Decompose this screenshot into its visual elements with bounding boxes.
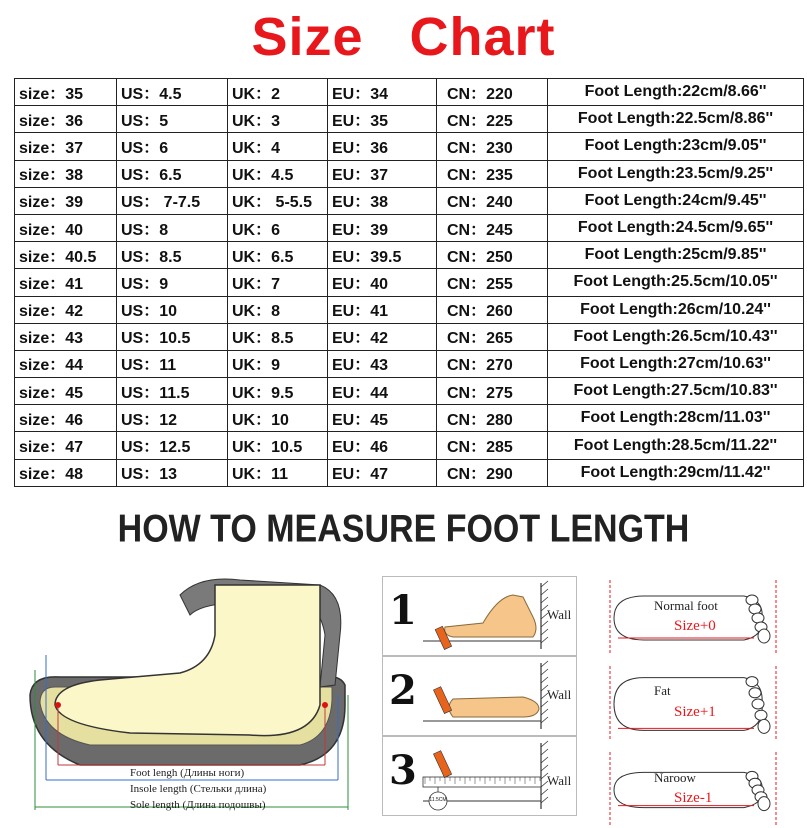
title-word-chart: Chart [409,7,556,67]
us-cell: US：9 [117,269,228,296]
table-row [15,242,804,269]
foot-outline [604,576,786,656]
table-row [15,378,804,405]
eu-cell: EU：41 [328,296,437,323]
foot-length-cell: Foot Length:25cm/9.85'' [548,242,804,269]
eu-cell: EU：34 [328,79,437,106]
uk-cell: UK：8 [228,296,328,323]
uk-cell: UK：2 [228,79,328,106]
us-cell: US： 7-7.5 [117,187,228,214]
size-cell: size：35 [15,79,117,106]
table-row [15,79,804,106]
foot-length-cell: Foot Length:28cm/11.03'' [548,405,804,432]
us-cell: US：8 [117,214,228,241]
size-cell: size：37 [15,133,117,160]
size-cell: size：40.5 [15,242,117,269]
foot-length-cell: Foot Length:25.5cm/10.05'' [548,269,804,296]
foot-length-cell: Foot Length:23.5cm/9.25'' [548,160,804,187]
uk-cell: UK：11 [228,459,328,486]
shoe-drawing [0,575,372,818]
foot-length-cell: Foot Length:27.5cm/10.83'' [548,378,804,405]
us-cell: US：12 [117,405,228,432]
size-cell: size：44 [15,350,117,377]
step-number: 1 [389,587,417,634]
size-cell: size：47 [15,432,117,459]
cn-cell: CN：255 [437,269,548,296]
table-row [15,405,804,432]
ruler-mark-label: 11.5CM [429,797,447,803]
wall-label: Wall [547,773,572,788]
foot-length-label: Foot lengh (Длины ноги) [130,767,245,779]
foot-length-cell: Foot Length:24cm/9.45'' [548,187,804,214]
us-cell: US：6 [117,133,228,160]
cn-cell: CN：285 [437,432,548,459]
uk-cell: UK：8.5 [228,323,328,350]
foot-length-cell: Foot Length:26cm/10.24'' [548,296,804,323]
uk-cell: UK：3 [228,106,328,133]
foot-type-1 [604,662,786,742]
uk-cell: UK：6 [228,214,328,241]
table-row [15,296,804,323]
size-cell: size：48 [15,459,117,486]
foot-length-cell: Foot Length:24.5cm/9.65'' [548,214,804,241]
foot-outline [604,662,786,742]
table-row [15,459,804,486]
us-cell: US：8.5 [117,242,228,269]
foot-length-cell: Foot Length:29cm/11.42'' [548,459,804,486]
size-cell: size：41 [15,269,117,296]
cn-cell: CN：220 [437,79,548,106]
cn-cell: CN：260 [437,296,548,323]
eu-cell: EU：35 [328,106,437,133]
table-row [15,214,804,241]
size-cell: size：45 [15,378,117,405]
shoe-illustration [0,575,372,818]
foot-length-cell: Foot Length:27cm/10.63'' [548,350,804,377]
us-cell: US：13 [117,459,228,486]
uk-cell: UK：7 [228,269,328,296]
table-row [15,160,804,187]
foot-length-cell: Foot Length:22cm/8.66'' [548,79,804,106]
step-2 [382,656,577,736]
size-cell: size：43 [15,323,117,350]
table-row [15,106,804,133]
foot-type-name: Fat [654,682,671,698]
cn-cell: CN：245 [437,214,548,241]
foot-type-size: Size+1 [674,704,716,720]
foot-length-cell: Foot Length:22.5cm/8.86'' [548,106,804,133]
cn-cell: CN：270 [437,350,548,377]
foot-type-name: Naroow [654,770,696,786]
size-table [14,78,804,487]
eu-cell: EU：38 [328,187,437,214]
step-number: 2 [389,667,417,714]
us-cell: US：11 [117,350,228,377]
uk-cell: UK：10.5 [228,432,328,459]
step-3 [382,736,577,816]
eu-cell: EU：36 [328,133,437,160]
uk-cell: UK： 5-5.5 [228,187,328,214]
table-row [15,432,804,459]
eu-cell: EU：46 [328,432,437,459]
us-cell: US：5 [117,106,228,133]
foot-length-cell: Foot Length:28.5cm/11.22'' [548,432,804,459]
table-row [15,269,804,296]
size-cell: size：36 [15,106,117,133]
size-cell: size：46 [15,405,117,432]
cn-cell: CN：235 [437,160,548,187]
cn-cell: CN：280 [437,405,548,432]
title-word-size: Size [251,7,364,67]
step-number: 3 [389,747,417,794]
cn-cell: CN：250 [437,242,548,269]
foot-type-2 [604,748,786,828]
table-row [15,133,804,160]
cn-cell: CN：225 [437,106,548,133]
size-cell: size：39 [15,187,117,214]
foot-type-size: Size-1 [674,790,713,806]
uk-cell: UK：9.5 [228,378,328,405]
foot-type-name: Normal foot [654,597,718,613]
cn-cell: CN：240 [437,187,548,214]
uk-cell: UK：4 [228,133,328,160]
insole-length-label: Insole length (Стельки длина) [130,783,267,795]
us-cell: US：6.5 [117,160,228,187]
eu-cell: EU：45 [328,405,437,432]
eu-cell: EU：43 [328,350,437,377]
table-row [15,323,804,350]
uk-cell: UK：4.5 [228,160,328,187]
table-row [15,350,804,377]
how-to-measure-heading: HOW TO MEASURE FOOT LENGTH [117,507,690,551]
table-row [15,187,804,214]
cn-cell: CN：265 [437,323,548,350]
sole-length-label: Sole length (Длина подошвы) [130,799,266,811]
uk-cell: UK：9 [228,350,328,377]
eu-cell: EU：39 [328,214,437,241]
eu-cell: EU：37 [328,160,437,187]
foot-length-cell: Foot Length:23cm/9.05'' [548,133,804,160]
size-cell: size：42 [15,296,117,323]
eu-cell: EU：40 [328,269,437,296]
us-cell: US：10 [117,296,228,323]
foot-outline [604,748,786,828]
foot-type-size: Size+0 [674,618,716,634]
uk-cell: UK：10 [228,405,328,432]
cn-cell: CN：275 [437,378,548,405]
eu-cell: EU：44 [328,378,437,405]
us-cell: US：4.5 [117,79,228,106]
eu-cell: EU：47 [328,459,437,486]
size-cell: size：40 [15,214,117,241]
foot-length-cell: Foot Length:26.5cm/10.43'' [548,323,804,350]
eu-cell: EU：42 [328,323,437,350]
cn-cell: CN：230 [437,133,548,160]
step-1 [382,576,577,656]
size-cell: size：38 [15,160,117,187]
us-cell: US：11.5 [117,378,228,405]
eu-cell: EU：39.5 [328,242,437,269]
wall-label: Wall [547,607,572,622]
us-cell: US：10.5 [117,323,228,350]
uk-cell: UK：6.5 [228,242,328,269]
cn-cell: CN：290 [437,459,548,486]
size-chart-title [0,6,807,68]
wall-label: Wall [547,687,572,702]
us-cell: US：12.5 [117,432,228,459]
foot-type-0 [604,576,786,656]
